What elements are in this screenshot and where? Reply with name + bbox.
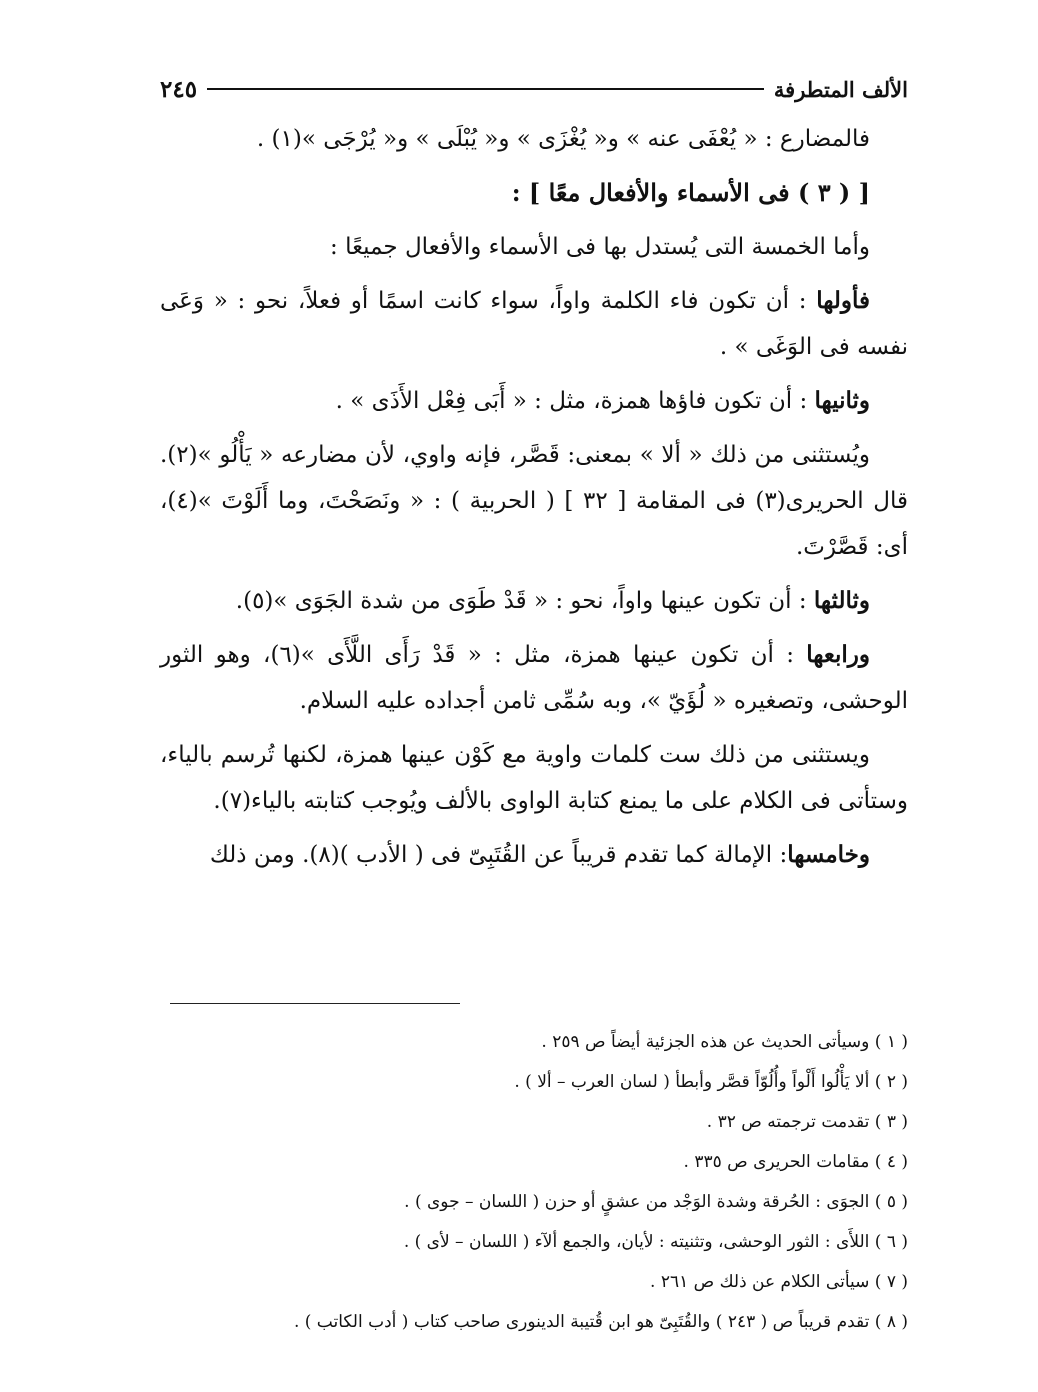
page-header [160, 72, 908, 106]
running-title: الألف المتطرفة [773, 76, 908, 102]
section-heading: [ ( ٣ ) فى الأسماء والأفعال معًا ] : [511, 178, 870, 207]
lead-fourth: ورابعها [806, 641, 870, 668]
text-third: : أن تكون عينها واواً، نحو : « قَدْ طَوَى من شدة الجَوَى »(٥). [235, 588, 814, 614]
lead-first: فأولها [816, 287, 870, 314]
footnote-separator [170, 1003, 460, 1004]
paragraph-exception-ala: ويُستثنى من ذلك « ألا » بمعنى: قَصَّر، فإنه واوي، لأن مضارعه « يَأْلُو »(٢). قال الحريرى(٣) فى المقامة [ ٣٢ ] ( الحربية ) : « ونَصَحْتَ، وما أَلَوْتَ »(٤)، أى: قَصَّرْتَ. [160, 442, 909, 560]
footnote-3: ( ٣ ) تقدمت ترجمته ص ٣٢ . [706, 1112, 908, 1132]
text-second: : أن تكون فاؤها همزة، مثل : « أَبَى فِعْل الأَذَى » . [335, 388, 815, 414]
footnote-4: ( ٤ ) مقامات الحريرى ص ٣٣٥ . [683, 1152, 908, 1172]
lead-third: وثالثها [813, 587, 870, 614]
footnote-7: ( ٧ ) سيأتى الكلام عن ذلك ص ٢٦١ . [650, 1272, 908, 1292]
footnote-5: ( ٥ ) الجوَى : الحُرقة وشدة الوَجْد من عشقٍ أو حزن ( اللسان – جوى ) . [404, 1192, 908, 1212]
lead-second: وثانيها [814, 387, 870, 414]
text-fifth: : الإمالة كما تقدم قريباً عن القُتَبِىّ فى ( الأدب )(٨). ومن ذلك [209, 842, 788, 868]
lead-fifth: وخامسها [787, 841, 870, 868]
paragraph-exception-six: ويستثنى من ذلك ست كلمات واوية مع كَوْن عينها همزة، لكنها تُرسم بالياء، وستأتى فى الكلام على ما يمنع كتابة الواوى بالألف ويُوجب كتابته بالياء(٧). [160, 742, 908, 814]
header-rule [207, 88, 764, 90]
paragraph-mudari: فالمضارع : « يُعْفَى عنه » و« يُغْزَى » و« يُبْلَى » و« يُرْجَى »(١) . [256, 126, 870, 152]
paragraph-fifth [160, 832, 908, 878]
text-first: : أن تكون فاء الكلمة واواً، سواء كانت اسمًا أو فعلاً، نحو : « وَعَى نفسه فى الوَغَى » . [160, 288, 908, 360]
main-text [160, 116, 908, 886]
paragraph-fourth [160, 632, 908, 724]
paragraph-third [160, 578, 908, 624]
paragraph-intro: وأما الخمسة التى يُستدل بها فى الأسماء والأفعال جميعًا : [330, 234, 870, 260]
footnotes [160, 1022, 908, 1342]
footnote-2: ( ٢ ) ألا يَأْلُوا أَلْواً وأُلُوّاً قصَّر وأبطأ ( لسان العرب – ألا ) . [514, 1072, 908, 1092]
footnote-6: ( ٦ ) اللأَى : الثور الوحشى، وتثنيته : لأيان، والجمع ألآء ( اللسان – لأى ) . [403, 1232, 908, 1252]
paragraph-first [160, 278, 908, 370]
text-fourth: : أن تكون عينها همزة، مثل : « قَدْ رَأَى اللَّأَى »(٦)، وهو الثور الوحشى، وتصغيره « لُؤَيّ »، وبه سُمِّى ثامن أجداده عليه السلام. [160, 642, 908, 714]
footnote-1: ( ١ ) وسيأتى الحديث عن هذه الجزئية أيضاً ص ٢٥٩ . [541, 1032, 908, 1052]
footnote-8: ( ٨ ) تقدم قريباً ص ( ٢٤٣ ) والقُتَبِىّ هو ابن قُتيبة الدينورى صاحب كتاب ( أدب الكاتب ) . [293, 1312, 908, 1332]
paragraph-second [160, 378, 908, 424]
page-number: ٢٤٥ [160, 75, 198, 103]
